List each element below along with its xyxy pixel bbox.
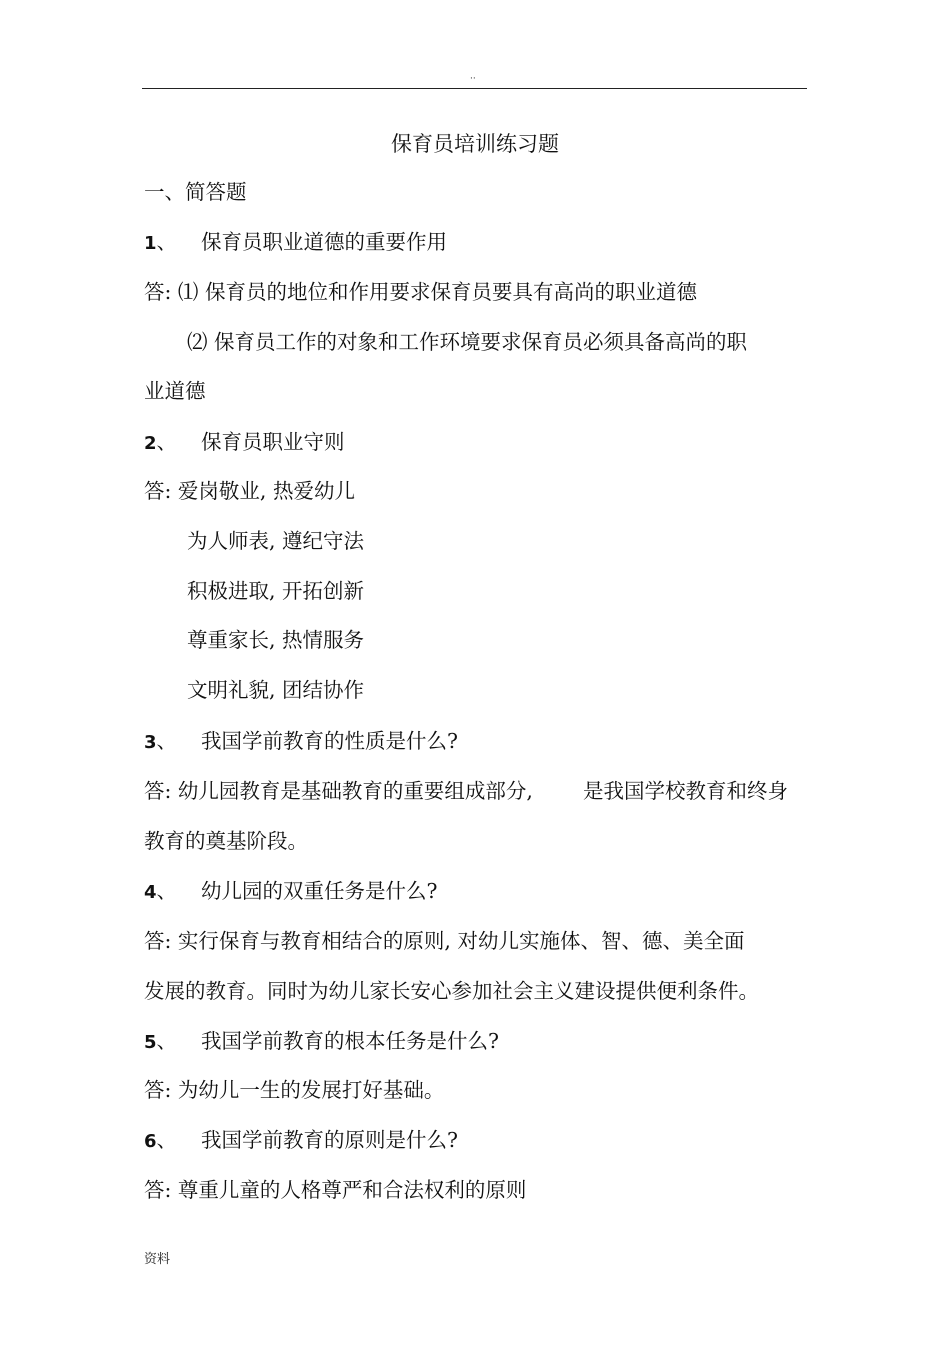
answer-line: 答: 为幼儿一生的发展打好基础。 (144, 1078, 445, 1102)
question-text: 我国学前教育的原则是什么? (201, 1128, 458, 1152)
answer-line: 文明礼貌, 团结协作 (187, 678, 365, 702)
question-3 (144, 727, 458, 757)
question-sep: 、 (156, 879, 178, 903)
question-sep: 、 (156, 230, 178, 254)
answer-line: 答: 幼儿园教育是基础教育的重要组成部分, (144, 779, 533, 803)
answer-line: 答: ⑴ 保育员的地位和作用要求保育员要具有高尚的职业道德 (144, 280, 697, 304)
question-number: 2 (144, 433, 157, 454)
question-2 (144, 428, 345, 458)
question-sep: 、 (156, 729, 178, 753)
question-6 (144, 1126, 458, 1156)
question-text: 我国学前教育的性质是什么? (201, 729, 458, 753)
question-sep: 、 (156, 430, 178, 454)
header-rule (142, 88, 807, 89)
question-number: 3 (144, 732, 157, 753)
question-text: 幼儿园的双重任务是什么? (201, 879, 438, 903)
question-5 (144, 1027, 499, 1057)
answer-line: 教育的奠基阶段。 (144, 829, 308, 853)
question-number: 1 (144, 233, 157, 254)
answer-line: 是我国学校教育和终身 (583, 779, 788, 803)
question-text: 保育员职业守则 (201, 430, 345, 454)
question-number: 6 (144, 1131, 157, 1152)
answer-line: 为人师表, 遵纪守法 (187, 529, 365, 553)
page-footer: 资料 (144, 1252, 171, 1267)
question-number: 4 (144, 882, 157, 903)
question-1 (144, 228, 447, 258)
question-sep: 、 (156, 1029, 178, 1053)
answer-line: 答: 爱岗敬业, 热爱幼儿 (144, 479, 355, 503)
question-sep: 、 (156, 1128, 178, 1152)
answer-line: 积极进取, 开拓创新 (187, 579, 365, 603)
question-4 (144, 877, 438, 907)
answer-line: 尊重家长, 热情服务 (187, 628, 365, 652)
question-text: 保育员职业道德的重要作用 (201, 230, 447, 254)
answer-line: ⑵ 保育员工作的对象和工作环境要求保育员必须具备高尚的职 (187, 330, 748, 354)
answer-line: 答: 尊重儿童的人格尊严和合法权利的原则 (144, 1178, 527, 1202)
answer-line: 发展的教育。同时为幼儿家长安心参加社会主义建设提供便利条件。 (144, 979, 759, 1003)
section-heading: 一、简答题 (144, 180, 247, 204)
question-text: 我国学前教育的根本任务是什么? (201, 1029, 499, 1053)
question-number: 5 (144, 1032, 157, 1053)
answer-line: 答: 实行保育与教育相结合的原则, 对幼儿实施体、智、德、美全面 (144, 929, 745, 953)
page-title: 保育员培训练习题 (391, 132, 559, 156)
header-mark: ·· (470, 74, 476, 84)
answer-line: 业道德 (144, 379, 206, 403)
